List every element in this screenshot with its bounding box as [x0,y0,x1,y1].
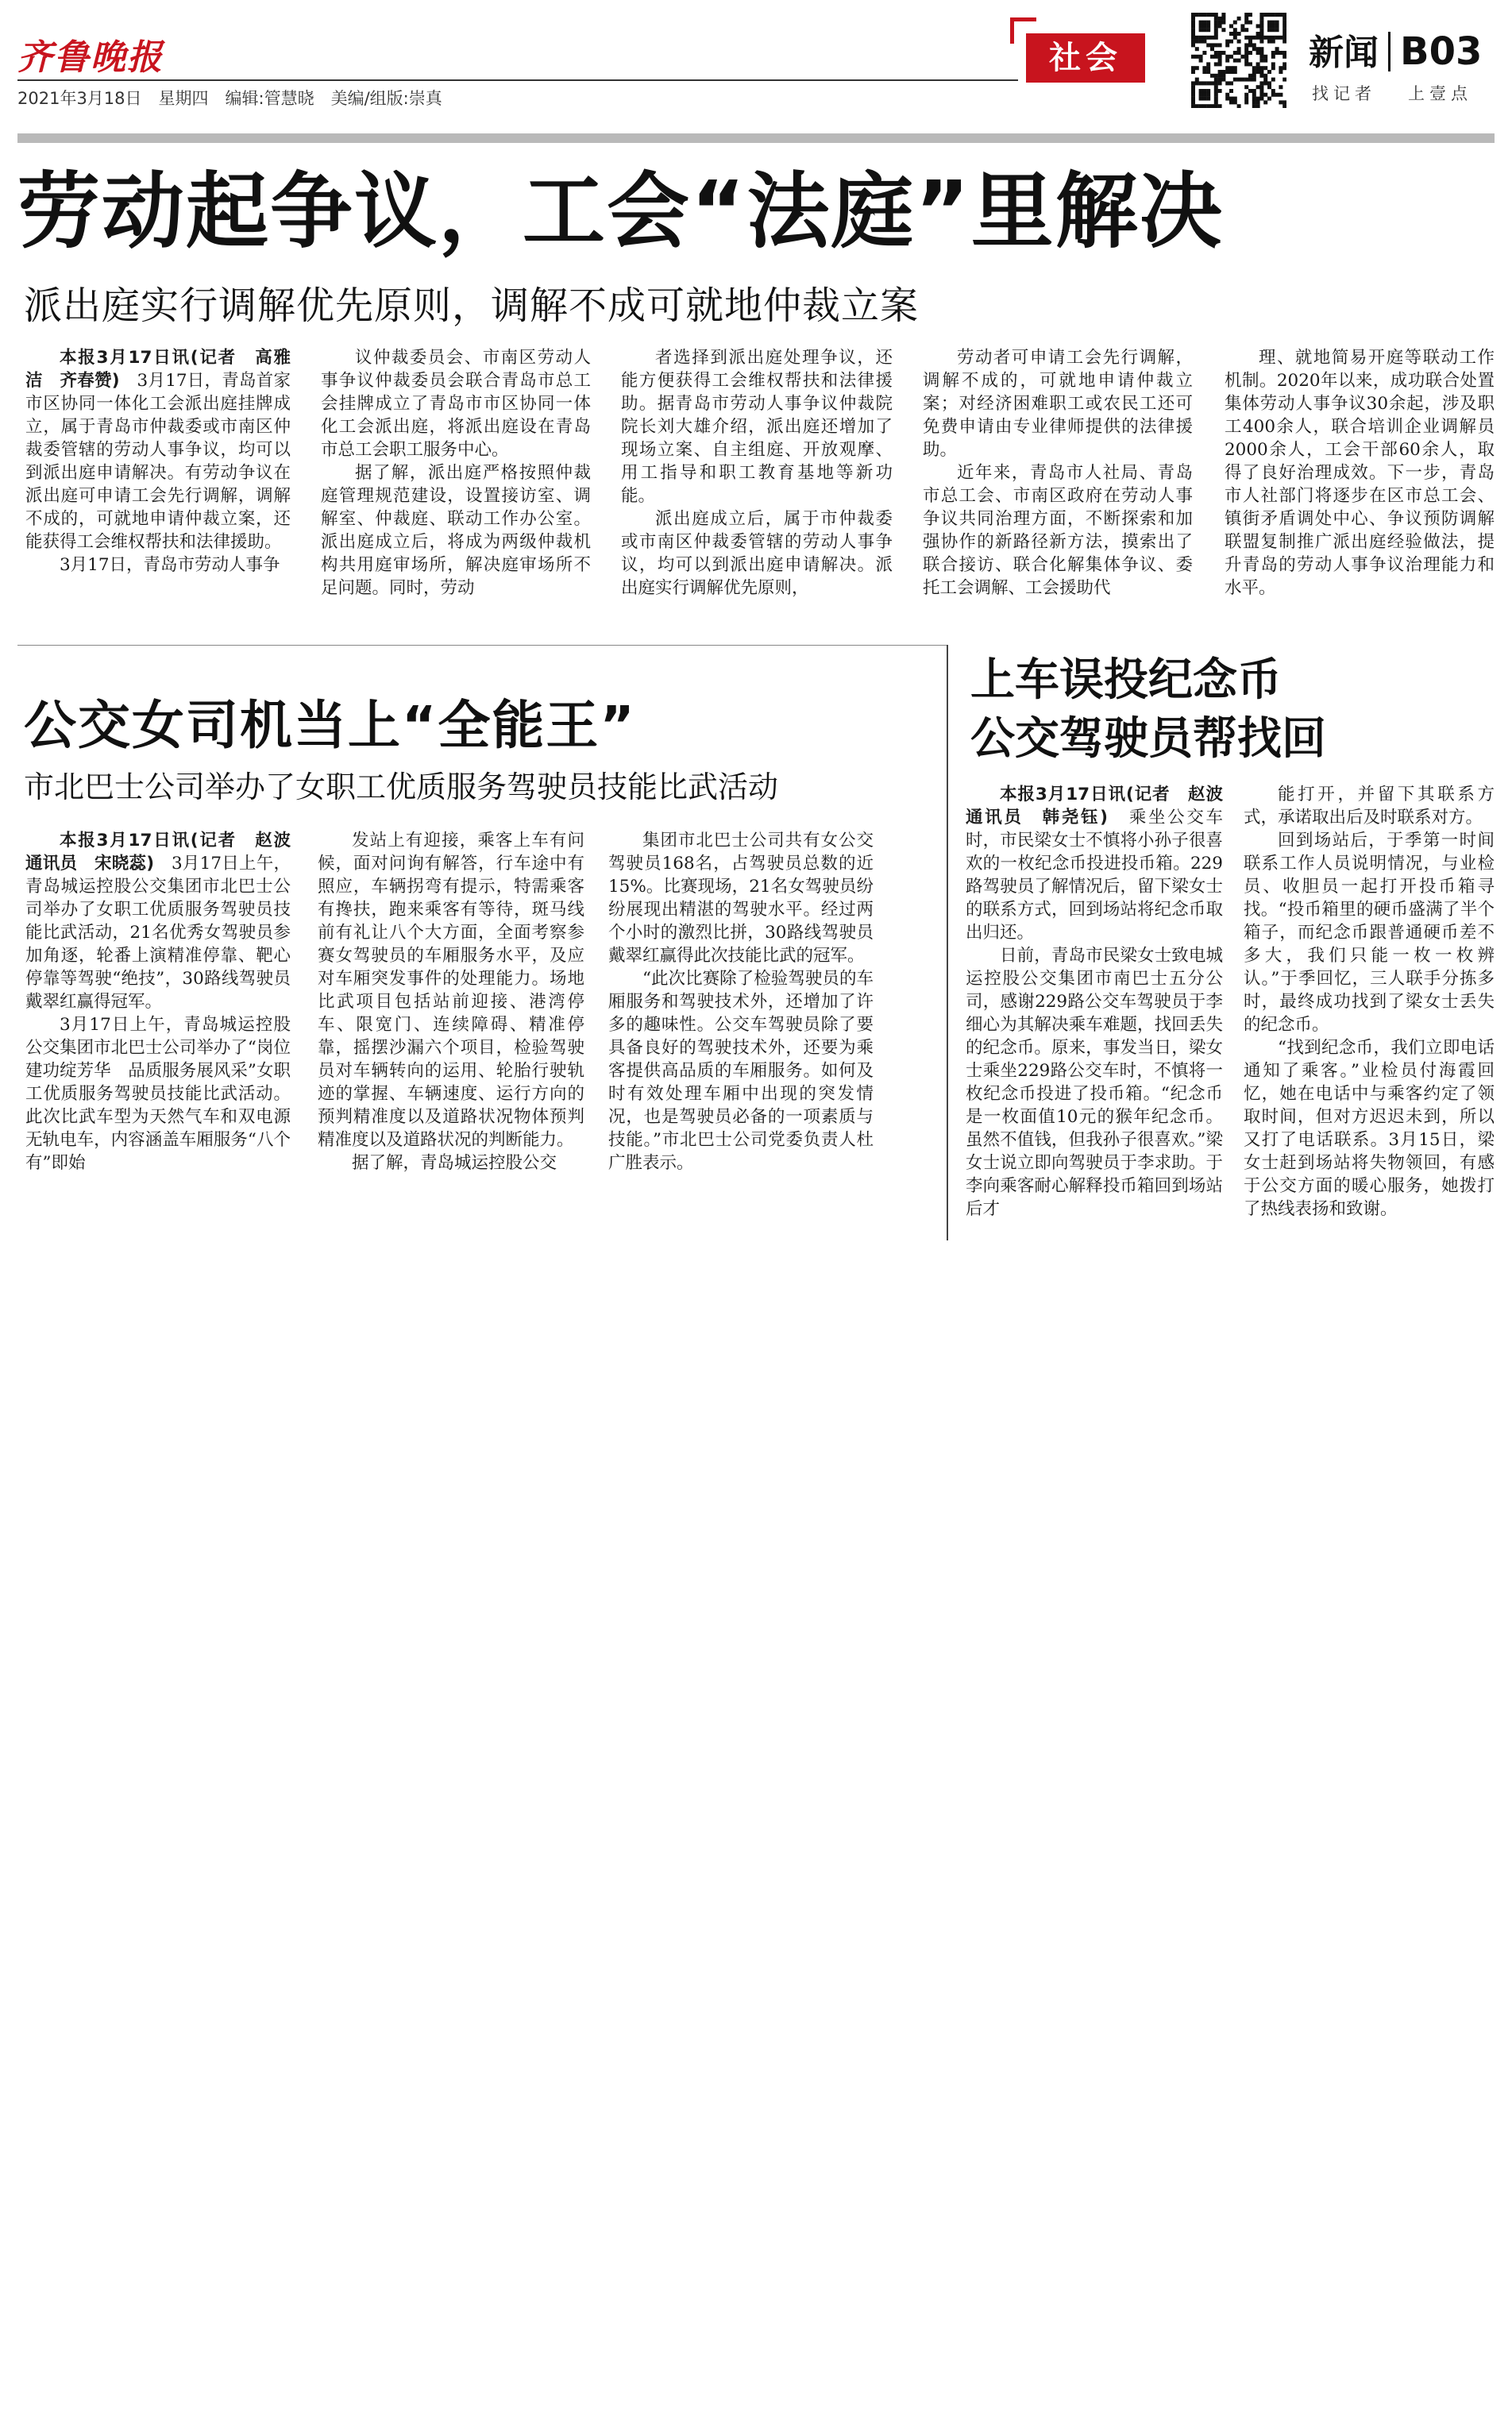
paragraph-text: 据了解，青岛城运控股公交 [352,1153,557,1173]
article1-subhead: 派出庭实行调解优先原则，调解不成可就地仲裁立案 [24,284,920,328]
page-section-name: 新闻 [1309,33,1379,73]
paragraph [318,829,584,1151]
paragraph-text: 乘坐公交车时，市民梁女士不慎将小孙子很喜欢的一枚纪念币投进投币箱。229路驾驶员了解情况后，留下梁女士的联系方式，回到场站将纪念币取出归还。 [966,808,1223,943]
qr-code-icon[interactable] [1191,13,1286,108]
article2-column-2 [318,829,584,1175]
paragraph [318,1151,584,1175]
article1-headline: 劳动起争议，工会“法庭”里解决 [17,163,1224,260]
paragraph [25,829,308,1013]
page-slogan [1312,81,1472,105]
paragraph [608,967,874,1175]
byline: 本报3月17日讯(记者 高雅洁 齐春赞) [25,348,291,391]
header-rule [17,79,1018,81]
paragraph-text: 3月17日上午，青岛城运控股公交集团市北巴士公司举办了“岗位建功绽芳华 品质服务展风采”女职工优质服务驾驶员技能比武活动。此次比武车型为天然气车和双电源无轨电车，内容涵盖车厢服务“八个有”即始 [25,1015,291,1173]
paragraph [966,944,1223,1221]
byline: 本报3月17日讯(记者 赵波 通讯员 宋晓蕊) [25,831,308,874]
paragraph-text: “找到纪念币，我们立即电话通知了乘客。”业检员付海霞回忆，她在电话中与乘客约定了领取时间，但对方迟迟未到，所以又打了电话联系。3月15日，梁女士赶到场站将失物领回，有感于公交方面的暖心服务，她拨打了热线表扬和致谢。 [1244,1038,1495,1219]
paragraph-text: 劳动者可申请工会先行调解，调解不成的，可就地申请仲裁立案；对经济困难职工或农民工还可免费申请由专业律师提供的法律援助。 [923,348,1193,460]
paragraph [1244,783,1495,829]
section-divider [17,133,1495,143]
paragraph [321,346,591,461]
newspaper-logo: 齐鲁晚报 [17,37,164,78]
paragraph-text: 集团市北巴士公司共有女公交驾驶员168名，占驾驶员总数的近15%。比赛现场，21名女驾驶员纷纷展现出精湛的驾驶水平。经过两个小时的激烈比拼，30路线驾驶员戴翠红赢得此次技能比武的冠军。 [608,831,874,966]
paragraph-text: 日前，青岛市民梁女士致电城运控股公交集团市南巴士五分公司，感谢229路公交车驾驶员于李细心为其解决乘车难题，找回丢失的纪念币。原来，事发当日，梁女士乘坐229路公交车时，不慎将一枚纪念币投进了投币箱。“纪念币是一枚面值10元的猴年纪念币。虽然不值钱，但我孙子很喜欢。”梁女士说立即向驾驶员于李求助。于李向乘客耐心解释投币箱回到场站后才 [966,946,1223,1219]
article3-headline [970,651,1326,769]
paragraph [608,829,874,967]
article3-column-2 [1244,783,1495,1221]
paragraph-text: “此次比赛除了检验驾驶员的车厢服务和驾驶技术外，还增加了许多的趣味性。公交车驾驶员除了要具备良好的驾驶技术外，还要为乘客提供高品质的车厢服务。如何及时有效处理车厢中出现的突发情况，也是驾驶员必备的一项素质与技能。”市北巴士公司党委负责人杜广胜表示。 [608,969,874,1173]
article1-column-4 [923,346,1193,600]
article1-column-2 [321,346,591,600]
paragraph [25,554,291,577]
paragraph-text: 3月17日，青岛市劳动人事争 [60,555,280,575]
paragraph [1244,829,1495,1036]
page-label [1309,24,1482,75]
paragraph-text: 议仲裁委员会、市南区劳动人事争议仲裁委员会联合青岛市总工会挂牌成立了青岛市市区协同一体化工会派出庭，将派出庭设在青岛市总工会职工服务中心。 [321,348,591,460]
paragraph-text: 近年来，青岛市人社局、青岛市总工会、市南区政府在劳动人事争议共同治理方面，不断探索和加强协作的新路径新方法，摸索出了联合接访、联合化解集体争议、委托工会调解、工会援助代 [923,463,1193,598]
article1-column-1 [25,346,291,577]
article3-headline-line-1: 上车误投纪念币 [970,654,1282,706]
paragraph-text: 发站上有迎接，乘客上车有问候，面对问询有解答，行车途中有照应，车辆拐弯有提示，特需乘客有搀扶，跑来乘客有等待，斑马线前有礼让八个大方面，全面考察参赛女驾驶员的车厢服务水平，及应对车厢突发事件的处理能力。场地比武项目包括站前迎接、港湾停车、限宽门、连续障碍、精准停靠，摇摆沙漏六个项目，检验驾驶员对车辆转向的运用、轮胎行驶轨迹的掌握、车辆速度、运行方向的预判精准度以及道路状况物体预判精准度以及道路状况的判断能力。 [318,831,584,1150]
article3-column-1 [966,783,1240,1221]
column-divider [947,645,948,1240]
paragraph [966,783,1240,944]
paragraph-text: 3月17日上午，青岛城运控股公交集团市北巴士公司举办了女职工优质服务驾驶员技能比武活动，21名优秀女驾驶员参加角逐，轮番上演精准停靠、靶心停靠等驾驶“绝技”，30路线驾驶员戴翠红赢得冠军。 [25,854,291,1012]
byline: 本报3月17日讯(记者 赵波 通讯员 韩尧钰) [966,785,1240,827]
paragraph [1225,346,1495,600]
paragraph [25,1013,291,1175]
paragraph [621,346,893,507]
paragraph-text: 回到场站后，于季第一时间联系工作人员说明情况，与业检员、收胆员一起打开投币箱寻找。“投币箱里的硬币盛满了半个箱子，而纪念币跟普通硬币差不多大，我们只能一枚一枚辨认。”于季回忆，三人联手分拣多时，最终成功找到了梁女士丢失的纪念币。 [1244,831,1495,1035]
page-label-divider [1388,32,1390,71]
article1-column-5 [1225,346,1495,600]
paragraph [923,461,1193,600]
article2-subhead: 市北巴士公司举办了女职工优质服务驾驶员技能比武活动 [24,770,779,804]
paragraph-text: 据了解，派出庭严格按照仲裁庭管理规范建设，设置接访室、调解室、仲裁庭、联动工作办公室。派出庭成立后，将成为两级仲裁机构共用庭审场所，解决庭审场所不足问题。同时，劳动 [321,463,591,598]
article1-column-3 [621,346,893,600]
page-number: B03 [1400,29,1483,74]
paragraph-text: 派出庭成立后，属于市仲裁委或市南区仲裁委管辖的劳动人事争议，均可以到派出庭申请解决。派出庭实行调解优先原则， [621,509,893,598]
masthead [17,29,164,79]
article2-headline: 公交女司机当上“全能王” [24,695,636,756]
dateline: 2021年3月18日 星期四 编辑:管慧晓 美编/组版:崇真 [17,89,442,108]
article3-headline-line-2: 公交驾驶员帮找回 [970,713,1326,765]
paragraph [25,346,291,554]
article-divider [17,645,947,646]
article2-column-1 [25,829,308,1175]
paragraph-text: 能打开，并留下其联系方式，承诺取出后及时联系对方。 [1244,785,1495,827]
paragraph-text: 者选择到派出庭处理争议，还能方便获得工会维权帮扶和法律援助。据青岛市劳动人事争议仲裁院院长刘大雄介绍，派出庭还增加了现场立案、自主组庭、开放观摩、用工指导和职工教育基地等新功能。 [621,348,893,506]
blank-page-area [0,1263,1512,2434]
section-tag [1010,17,1158,91]
paragraph-text: 3月17日，青岛首家市区协同一体化工会派出庭挂牌成立，属于青岛市仲裁委或市南区仲裁委管辖的劳动人事争议，均可以到派出庭申请解决。有劳动争议在派出庭可申请工会先行调解，调解不成的，可就地申请仲裁立案，还能获得工会维权帮扶和法律援助。 [25,371,291,552]
page-slogan-right: 上壹点 [1408,84,1472,103]
article2-column-3 [608,829,874,1175]
paragraph [1244,1036,1495,1221]
paragraph-text: 理、就地简易开庭等联动工作机制。2020年以来，成功联合处置集体劳动人事争议30余起，涉及职工400余人，联合培训企业调解员2000余人，工会干部60余人，取得了良好治理成效。下一步，青岛市人社部门将逐步在区市总工会、镇街矛盾调处中心、争议预防调解联盟复制推广派出庭经验做法，提升青岛的劳动人事争议治理能力和水平。 [1225,348,1495,598]
page-slogan-left: 找记者 [1312,84,1376,103]
section-label: 社会 [1026,33,1145,83]
paragraph [621,507,893,600]
paragraph [321,461,591,600]
paragraph [923,346,1193,461]
